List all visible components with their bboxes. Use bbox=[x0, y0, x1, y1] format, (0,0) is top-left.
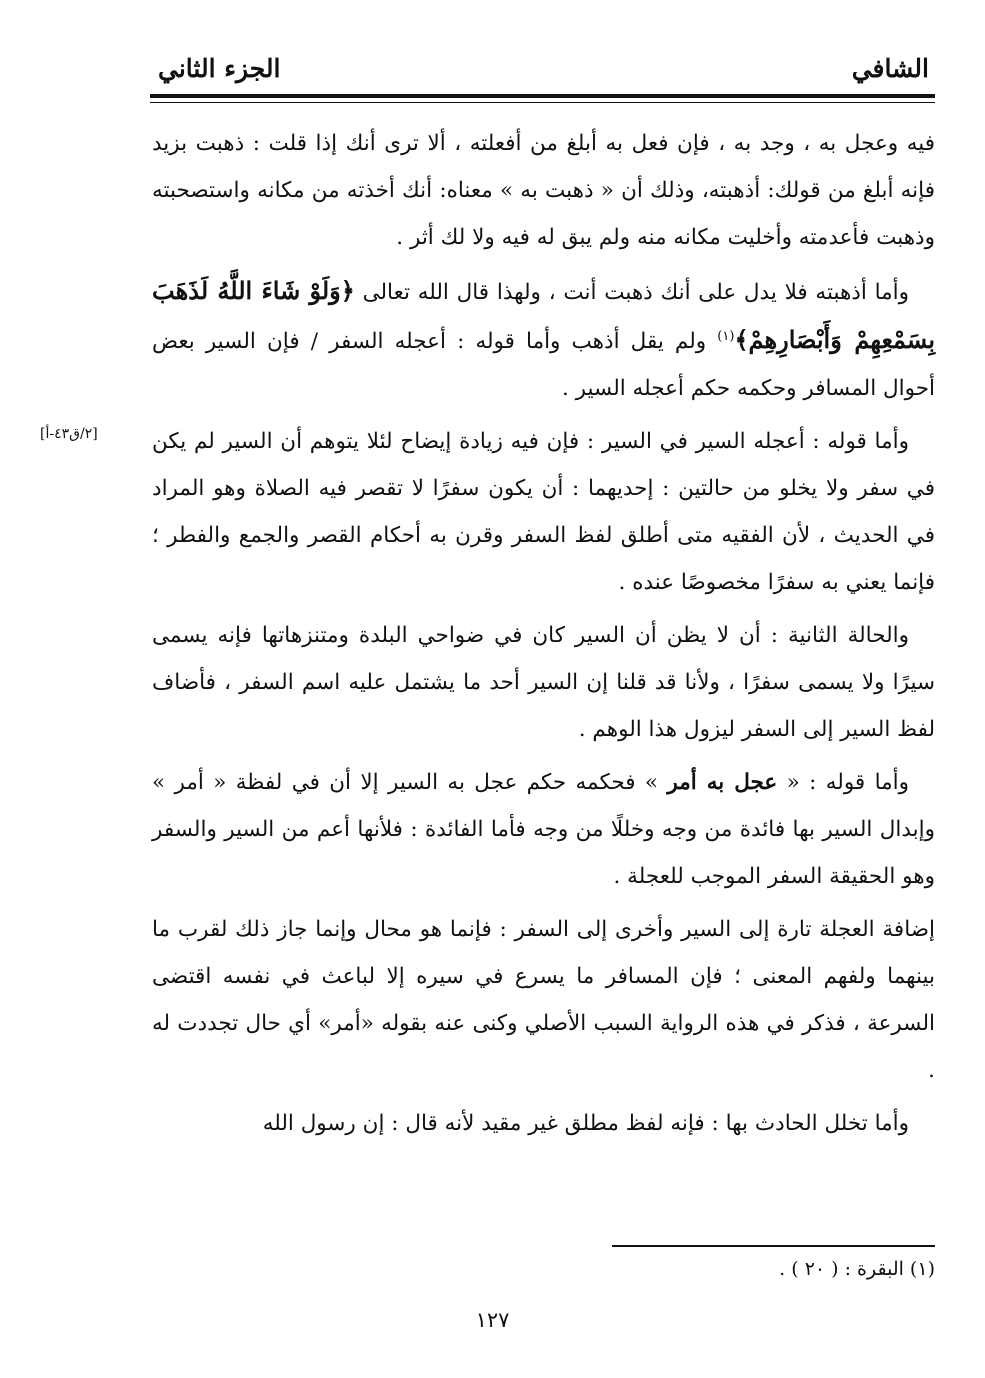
page-number: ١٢٧ bbox=[475, 1308, 510, 1332]
main-text bbox=[152, 120, 935, 1153]
paragraph-6: إضافة العجلة تارة إلى السير وأخرى إلى السفر : فإنما هو محال وإنما جاز ذلك لقرب ما بينهما ولفهم المعنى ؛ فإن المسافر ما يسرع في سيره إلا لباعث في نفسه اقتضى السرعة ، فذكر في هذه الرواية السبب الأصلي وكنى عنه بقوله «أمر» أي حال تجددت له . bbox=[152, 917, 935, 1083]
paragraph-4: والحالة الثانية : أن لا يظن أن السير كان في ضواحي البلدة ومتنزهاتها فإنه يسمى سيرًا ولا يسمى سفرًا ، ولأنا قد قلنا إن السير أحد ما يشتمل عليه اسم السفر ، فأضاف لفظ السير إلى السفر ليزول هذا الوهم . bbox=[152, 623, 935, 742]
footnote-marker: (١) bbox=[717, 328, 735, 344]
running-header bbox=[150, 52, 935, 94]
paragraph-3: وأما قوله : أعجله السير في السير : فإن فيه زيادة إيضاح لئلا يتوهم أن السير لم يكن في سفر ولا يخلو من حالتين : إحديهما : أن يكون سفرًا لا تقصر فيه الصلاة وهو المراد في الحديث ، لأن الفقيه متى أطلق لفظ السفر وقرن به أحكام القصر والجمع والفطر ؛ فإنما يعني به سفرًا مخصوصًا عنده . bbox=[152, 429, 935, 595]
book-title: الشافي bbox=[851, 54, 929, 83]
footnote: (١) البقرة : ( ٢٠ ) . bbox=[779, 1258, 935, 1280]
paragraph-2 bbox=[152, 267, 935, 412]
manuscript-folio-reference: [٢/ق٤٣-أ] bbox=[40, 426, 98, 442]
paragraph-7: وأما تخلل الحادث بها : فإنه لفظ مطلق غير مقيد لأنه قال : إن رسول الله bbox=[262, 1111, 909, 1136]
quran-verse: ﴿وَلَوْ شَاءَ اللَّهُ لَذَهَبَ بِسَمْعِهِمْ وَأَبْصَارِهِمْ﴾ bbox=[152, 276, 935, 354]
paragraph-2-text-b: ولم يقل أذهب وأما قوله : أعجله السفر / فإن السير بعض أحوال المسافر وحكمه حكم أعجله السير . bbox=[152, 329, 935, 401]
footnote-separator bbox=[612, 1245, 935, 1247]
paragraph-2-text-a: وأما أذهبته فلا يدل على أنك ذهبت أنت ، ولهذا قال الله تعالى bbox=[354, 280, 910, 305]
paragraph-5-text-a: وأما قوله : « bbox=[777, 770, 909, 795]
quoted-phrase: عجل به أمر bbox=[667, 770, 778, 795]
paragraph-5-text-b: » فحكمه حكم عجل به السير إلا أن في لفظة « أمر » وإبدال السير بها فائدة من وجه وخللًا من وجه فأما الفائدة : فلأنها أعم من السير والسفر وهو الحقيقة السفر الموجب للعجلة . bbox=[152, 770, 935, 889]
header-rule-thin bbox=[150, 102, 935, 103]
paragraph-5 bbox=[152, 759, 935, 900]
paragraph-1: فيه وعجل به ، وجد به ، فإن فعل به أبلغ من أفعلته ، ألا ترى أنك إذا قلت : ذهبت بزيد فإنه أبلغ من قولك: أذهبته، وذلك أن « ذهبت به » معناه: أنك أخذته من مكانه واستصحبته وذهبت فأعدمته وأخليت مكانه منه ولم يبق له فيه ولا لك أثر . bbox=[152, 131, 935, 250]
volume-label: الجزء الثاني bbox=[158, 54, 281, 83]
header-rule-thick bbox=[150, 94, 935, 98]
